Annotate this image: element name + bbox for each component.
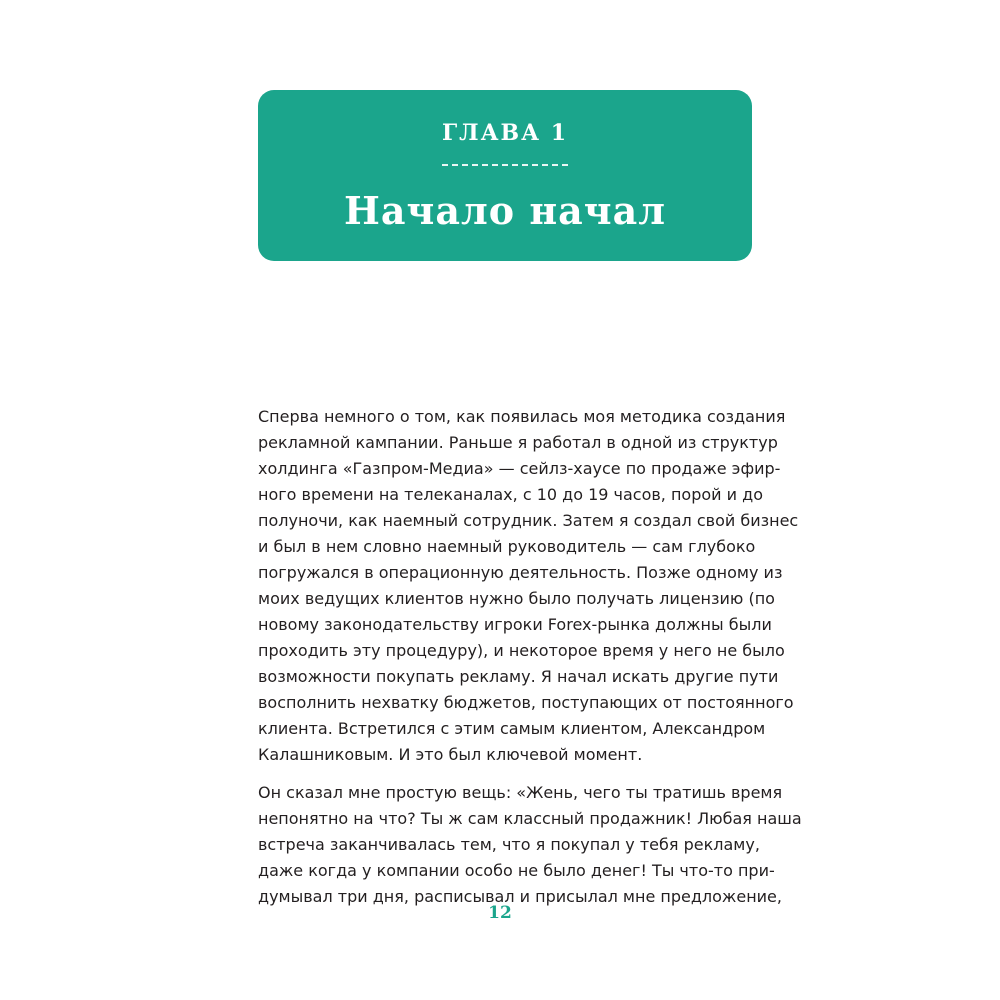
text-line: проходить эту процедуру), и некоторое время у него не было	[258, 641, 785, 660]
text-line: непонятно на что? Ты ж сам классный продажник! Любая наша	[258, 809, 802, 828]
text-line: ного времени на телеканалах, с 10 до 19 часов, порой и до	[258, 485, 763, 504]
text-line: восполнить нехватку бюджетов, поступающих от постоянного	[258, 693, 794, 712]
text-line: Сперва немного о том, как появилась моя методика создания	[258, 407, 786, 426]
paragraph-gap	[258, 768, 752, 780]
chapter-banner	[258, 90, 752, 261]
text-line: возможности покупать рекламу. Я начал искать другие пути	[258, 667, 779, 686]
text-line: полуночи, как наемный сотрудник. Затем я создал свой бизнес	[258, 511, 799, 530]
text-line: Он сказал мне простую вещь: «Жень, чего ты тратишь время	[258, 783, 783, 802]
text-line: рекламной кампании. Раньше я работал в одной из структур	[258, 433, 778, 452]
text-line: встреча заканчивалась тем, что я покупал у тебя рекламу,	[258, 835, 760, 854]
text-line: Калашниковым. И это был ключевой момент.	[258, 745, 643, 764]
paragraph-2	[258, 780, 802, 910]
text-line: и был в нем словно наемный руководитель — сам глубоко	[258, 537, 756, 556]
text-line: клиента. Встретился с этим самым клиентом, Александром	[258, 719, 766, 738]
text-line: холдинга «Газпром-Медиа» — сейлз-хаусе по продаже эфир-	[258, 459, 781, 478]
chapter-label: ГЛАВА 1	[441, 120, 569, 146]
page-number: 12	[488, 903, 512, 923]
text-line: думывал три дня, расписывал и присылал мне предложение,	[258, 887, 782, 906]
text-line: погружался в операционную деятельность. Позже одному из	[258, 563, 783, 582]
paragraph-1	[258, 404, 799, 768]
text-line: моих ведущих клиентов нужно было получать лицензию (по	[258, 589, 775, 608]
body-text	[258, 404, 802, 910]
chapter-title: Начало начал	[344, 188, 666, 233]
text-line: даже когда у компании особо не было денег! Ты что-то при-	[258, 861, 775, 880]
text-line: новому законодательству игроки Forex-рынка должны были	[258, 615, 772, 634]
chapter-divider	[442, 164, 568, 166]
